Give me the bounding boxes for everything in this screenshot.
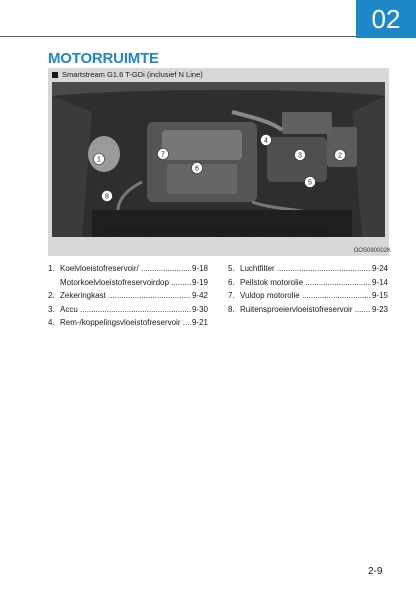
figure-code: OOS090002K	[353, 248, 391, 254]
item-number: 4.	[48, 318, 55, 327]
item-label: Motorkoelvloeistofreservoirdop .....	[60, 276, 191, 290]
item-page-ref: 9-42	[191, 291, 208, 300]
callout-4-label: 4	[264, 137, 268, 145]
item-page-ref: 9-18	[191, 264, 208, 273]
item-page-ref: 9-21	[191, 318, 208, 327]
item-label: Luchtfilter .....	[240, 262, 371, 276]
section-title: MOTORRUIMTE	[48, 50, 159, 67]
item-number: 8.	[228, 304, 235, 314]
item-label: Koelvloeistofreservoir/ .....	[60, 262, 191, 276]
page-number: 2-9	[368, 566, 383, 577]
chapter-tab: 02	[356, 0, 416, 38]
item-page-ref: 9-15	[371, 291, 388, 300]
component-list-right	[228, 262, 388, 316]
callout-1-label: 1	[97, 156, 101, 164]
item-number: 3.	[48, 304, 55, 314]
engine-bay-illustration	[52, 82, 385, 237]
item-number: 6.	[228, 277, 235, 287]
item-label: Zekeringkast .....	[60, 289, 191, 303]
callout-8-label: 8	[105, 193, 109, 201]
engine-figure	[48, 68, 389, 256]
callout-7-label: 7	[161, 151, 165, 159]
list-item	[48, 316, 208, 330]
callout-6-label: 6	[195, 165, 199, 173]
list-item	[48, 262, 208, 276]
callout-3-label: 3	[298, 152, 302, 160]
list-item	[228, 289, 388, 303]
list-item	[48, 276, 208, 290]
callout-5-label: 5	[308, 179, 312, 187]
callout-2-label: 2	[338, 152, 342, 160]
item-number	[48, 276, 60, 290]
list-item	[228, 262, 388, 276]
item-page-ref: 9-14	[371, 277, 388, 287]
item-label: Peilstok motorolie .....	[240, 276, 371, 290]
header-rule	[0, 36, 356, 37]
item-number: 7.	[228, 291, 235, 300]
item-label: Rem-/koppelingsvloeistofreservoir .....	[60, 316, 191, 330]
item-number: 2.	[48, 291, 55, 300]
item-page-ref: 9-24	[371, 264, 388, 273]
item-page-ref: 9-23	[371, 304, 388, 314]
list-item	[228, 276, 388, 290]
engine-variant-caption	[52, 70, 203, 79]
engine-variant-text: Smartstream G1.6 T-GDi (inclusief N Line)	[62, 70, 203, 79]
item-page-ref: 9-19	[191, 277, 208, 287]
item-label: Ruitensproeiervloeistofreservoir .....	[240, 303, 371, 317]
list-item	[48, 303, 208, 317]
component-list-left	[48, 262, 208, 330]
item-label: Vuldop motorolie .....	[240, 289, 371, 303]
square-bullet-icon	[52, 72, 58, 78]
item-page-ref: 9-30	[191, 304, 208, 314]
list-item	[228, 303, 388, 317]
item-number: 1.	[48, 264, 55, 273]
figure-caption: De motorruimte van de auto kan afwijken van de afbeelding.	[104, 226, 333, 235]
list-item	[48, 289, 208, 303]
item-number: 5.	[228, 264, 235, 273]
item-label: Accu .....	[60, 303, 191, 317]
